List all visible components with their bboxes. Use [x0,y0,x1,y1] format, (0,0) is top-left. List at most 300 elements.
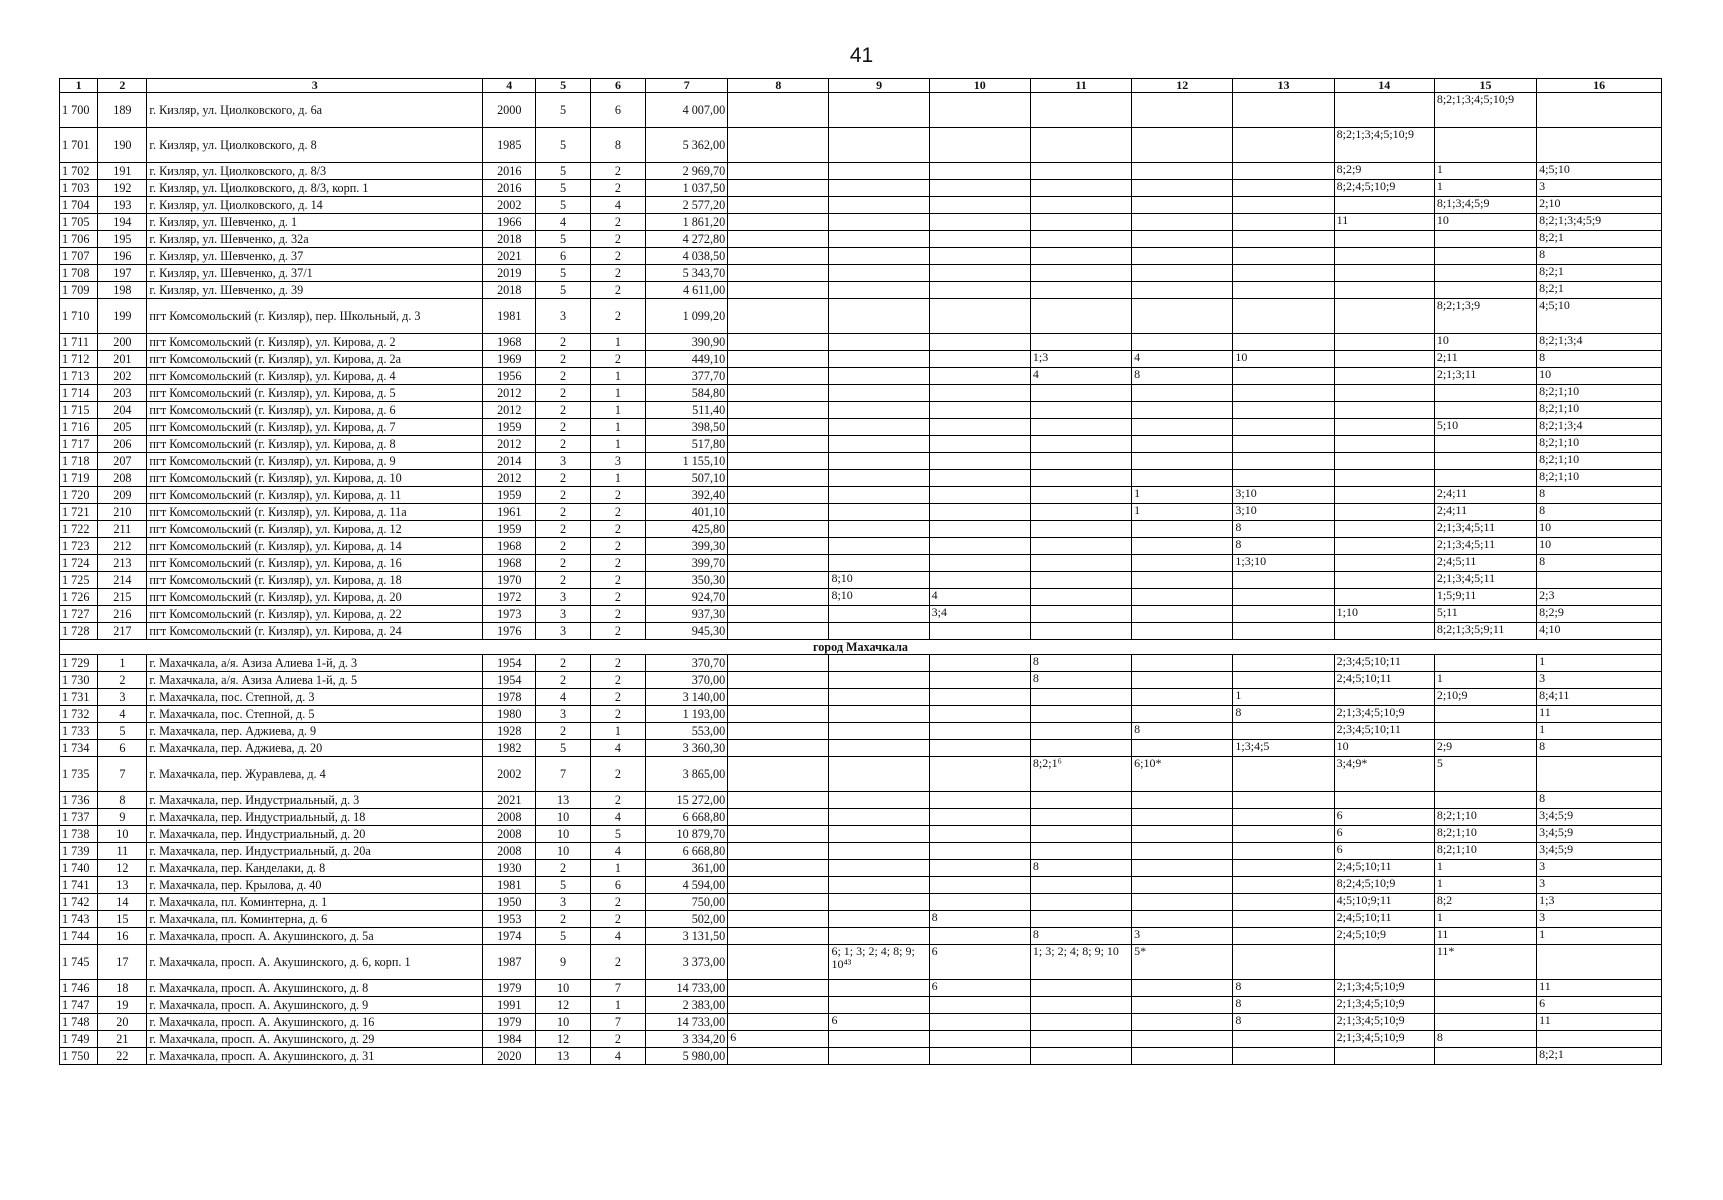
year-cell: 1979 [483,1014,536,1031]
area-cell: 924,70 [646,589,728,606]
row-index: 14 [98,894,147,911]
work-code-cell-col12 [1132,894,1233,911]
row-index: 203 [98,385,147,402]
entrances-cell: 2 [590,214,645,231]
work-code-cell-col9 [829,672,929,689]
year-cell: 1966 [483,214,536,231]
work-code-cell-col14: 8;2;9 [1334,163,1434,180]
work-code-cell-col8 [728,740,829,757]
floors-cell: 13 [536,1048,590,1065]
work-code-cell-col8 [728,385,829,402]
floors-cell: 2 [536,672,590,689]
year-cell: 2016 [483,163,536,180]
work-code-cell-col15: 8;2;1;3;5;9;11 [1434,623,1536,640]
work-code-cell-col9 [829,93,929,128]
entrances-cell: 2 [590,792,645,809]
row-index: 15 [98,911,147,928]
column-header: 13 [1233,79,1334,93]
floors-cell: 2 [536,385,590,402]
work-code-cell-col15 [1434,1048,1536,1065]
row-index: 22 [98,1048,147,1065]
row-number: 1 719 [60,470,98,487]
year-cell: 1976 [483,623,536,640]
work-code-cell-col13: 8 [1233,997,1334,1014]
entrances-cell: 1 [590,860,645,877]
work-code-cell-col10 [929,860,1030,877]
column-header: 7 [646,79,728,93]
entrances-cell: 1 [590,470,645,487]
work-code-cell-col15: 2;1;3;4;5;11 [1434,538,1536,555]
row-index: 6 [98,740,147,757]
work-code-cell-col12 [1132,877,1233,894]
area-cell: 945,30 [646,623,728,640]
entrances-cell: 3 [590,453,645,470]
work-code-cell-col8 [728,689,829,706]
entrances-cell: 2 [590,757,645,792]
row-index: 9 [98,809,147,826]
work-code-cell-col13: 8 [1233,1014,1334,1031]
area-cell: 750,00 [646,894,728,911]
floors-cell: 5 [536,282,590,299]
area-cell: 350,30 [646,572,728,589]
table-row [60,1048,1662,1065]
year-cell: 1968 [483,538,536,555]
work-code-cell-col8 [728,470,829,487]
work-code-cell-col13 [1233,1031,1334,1048]
work-code-cell-col15: 1 [1434,163,1536,180]
row-number: 1 713 [60,368,98,385]
work-code-cell-col11 [1030,521,1131,538]
work-code-cell-col16: 8;2;1 [1537,265,1662,282]
work-code-cell-col10 [929,231,1030,248]
row-number: 1 736 [60,792,98,809]
address-cell: г. Махачкала, пер. Журавлева, д. 4 [147,757,483,792]
row-number: 1 710 [60,299,98,334]
year-cell: 2012 [483,436,536,453]
entrances-cell: 7 [590,980,645,997]
address-cell: пгт Комсомольский (г. Кизляр), ул. Кирова, д. 5 [147,385,483,402]
work-code-cell-col10 [929,214,1030,231]
work-code-cell-col8 [728,655,829,672]
work-code-cell-col13 [1233,894,1334,911]
entrances-cell: 1 [590,436,645,453]
entrances-cell: 1 [590,997,645,1014]
area-cell: 4 007,00 [646,93,728,128]
row-number: 1 750 [60,1048,98,1065]
work-code-cell-col10 [929,655,1030,672]
floors-cell: 3 [536,623,590,640]
work-code-cell-col14 [1334,572,1434,589]
work-code-cell-col8 [728,163,829,180]
area-cell: 399,70 [646,555,728,572]
address-cell: пгт Комсомольский (г. Кизляр), ул. Кирова, д. 14 [147,538,483,555]
entrances-cell: 2 [590,231,645,248]
table-row [60,809,1662,826]
row-number: 1 709 [60,282,98,299]
work-code-cell-col15: 8 [1434,1031,1536,1048]
row-index: 196 [98,248,147,265]
work-code-cell-col13 [1233,757,1334,792]
work-code-cell-col15: 5;11 [1434,606,1536,623]
work-code-cell-col12: 8 [1132,368,1233,385]
address-cell: г. Махачкала, а/я. Азиза Алиева 1-й, д. 3 [147,655,483,672]
floors-cell: 5 [536,265,590,282]
work-code-cell-col12 [1132,248,1233,265]
entrances-cell: 2 [590,655,645,672]
table-row [60,436,1662,453]
work-code-cell-col10: 6 [929,980,1030,997]
row-index: 5 [98,723,147,740]
work-code-cell-col13 [1233,334,1334,351]
area-cell: 392,40 [646,487,728,504]
floors-cell: 3 [536,606,590,623]
year-cell: 1973 [483,606,536,623]
work-code-cell-col10 [929,1048,1030,1065]
entrances-cell: 2 [590,538,645,555]
entrances-cell: 2 [590,487,645,504]
section-row [60,640,1662,655]
work-code-cell-col14 [1334,555,1434,572]
entrances-cell: 2 [590,689,645,706]
area-cell: 361,00 [646,860,728,877]
table-row [60,894,1662,911]
address-cell: пгт Комсомольский (г. Кизляр), ул. Кирова, д. 4 [147,368,483,385]
work-code-cell-col13: 8 [1233,706,1334,723]
area-cell: 2 383,00 [646,997,728,1014]
work-code-cell-col9: 6; 1; 3; 2; 4; 8; 9; 10⁴³ [829,945,929,980]
row-number: 1 726 [60,589,98,606]
work-code-cell-col14 [1334,689,1434,706]
work-code-cell-col13 [1233,606,1334,623]
area-cell: 4 594,00 [646,877,728,894]
floors-cell: 2 [536,504,590,521]
work-code-cell-col10 [929,689,1030,706]
work-code-cell-col8 [728,180,829,197]
area-cell: 370,00 [646,672,728,689]
work-code-cell-col10 [929,555,1030,572]
address-cell: пгт Комсомольский (г. Кизляр), ул. Кирова, д. 6 [147,402,483,419]
entrances-cell: 2 [590,606,645,623]
work-code-cell-col14 [1334,334,1434,351]
year-cell: 1969 [483,351,536,368]
table-row [60,453,1662,470]
work-code-cell-col11 [1030,740,1131,757]
row-index: 20 [98,1014,147,1031]
year-cell: 2016 [483,180,536,197]
work-code-cell-col10 [929,623,1030,640]
table-row [60,487,1662,504]
year-cell: 1930 [483,860,536,877]
year-cell: 1950 [483,894,536,911]
work-code-cell-col8 [728,453,829,470]
work-code-cell-col9 [829,740,929,757]
address-cell: г. Кизляр, ул. Циолковского, д. 6а [147,93,483,128]
row-number: 1 737 [60,809,98,826]
floors-cell: 5 [536,93,590,128]
work-code-cell-col9 [829,248,929,265]
work-code-cell-col13: 1;3;4;5 [1233,740,1334,757]
work-code-cell-col16: 8 [1537,504,1662,521]
year-cell: 2019 [483,265,536,282]
work-code-cell-col14: 2;4;5;10;11 [1334,911,1434,928]
entrances-cell: 2 [590,351,645,368]
work-code-cell-col12 [1132,265,1233,282]
address-cell: г. Махачкала, пл. Коминтерна, д. 6 [147,911,483,928]
work-code-cell-col11 [1030,606,1131,623]
address-cell: г. Кизляр, ул. Циолковского, д. 8/3, корп. 1 [147,180,483,197]
work-code-cell-col12 [1132,214,1233,231]
work-code-cell-col10 [929,197,1030,214]
work-code-cell-col10: 3;4 [929,606,1030,623]
row-index: 11 [98,843,147,860]
work-code-cell-col9 [829,792,929,809]
work-code-cell-col15: 8;1;3;4;5;9 [1434,197,1536,214]
row-number: 1 712 [60,351,98,368]
work-code-cell-col15: 2;1;3;11 [1434,368,1536,385]
row-number: 1 742 [60,894,98,911]
work-code-cell-col8 [728,521,829,538]
column-header: 12 [1132,79,1233,93]
row-index: 216 [98,606,147,623]
work-code-cell-col15: 5;10 [1434,419,1536,436]
work-code-cell-col14: 8;2;1;3;4;5;10;9 [1334,128,1434,163]
address-cell: г. Махачкала, просп. А. Акушинского, д. 8 [147,980,483,997]
column-header: 5 [536,79,590,93]
work-code-cell-col10 [929,334,1030,351]
entrances-cell: 4 [590,197,645,214]
work-code-cell-col8: 6 [728,1031,829,1048]
entrances-cell: 1 [590,385,645,402]
work-code-cell-col16: 3 [1537,180,1662,197]
work-code-cell-col13: 1;3;10 [1233,555,1334,572]
row-number: 1 700 [60,93,98,128]
work-code-cell-col13 [1233,911,1334,928]
floors-cell: 3 [536,894,590,911]
entrances-cell: 2 [590,894,645,911]
work-code-cell-col16: 1 [1537,723,1662,740]
floors-cell: 10 [536,809,590,826]
work-code-cell-col8 [728,672,829,689]
entrances-cell: 2 [590,555,645,572]
work-code-cell-col11 [1030,214,1131,231]
address-cell: пгт Комсомольский (г. Кизляр), ул. Кирова, д. 11 [147,487,483,504]
work-code-cell-col9 [829,555,929,572]
row-index: 193 [98,197,147,214]
floors-cell: 4 [536,689,590,706]
work-code-cell-col11: 8 [1030,928,1131,945]
row-index: 21 [98,1031,147,1048]
work-code-cell-col9 [829,689,929,706]
work-code-cell-col12 [1132,606,1233,623]
entrances-cell: 2 [590,265,645,282]
table-row [60,128,1662,163]
work-code-cell-col14 [1334,487,1434,504]
floors-cell: 2 [536,911,590,928]
address-cell: пгт Комсомольский (г. Кизляр), ул. Кирова, д. 8 [147,436,483,453]
work-code-cell-col15 [1434,265,1536,282]
row-index: 204 [98,402,147,419]
work-code-cell-col16: 8 [1537,740,1662,757]
work-code-cell-col11 [1030,623,1131,640]
work-code-cell-col15: 2;1;3;4;5;11 [1434,521,1536,538]
row-index: 210 [98,504,147,521]
area-cell: 14 733,00 [646,1014,728,1031]
year-cell: 2002 [483,757,536,792]
work-code-cell-col8 [728,1014,829,1031]
work-code-cell-col12 [1132,623,1233,640]
work-code-cell-col11: 8 [1030,860,1131,877]
work-code-cell-col12 [1132,572,1233,589]
work-code-cell-col9: 6 [829,1014,929,1031]
work-code-cell-col9 [829,521,929,538]
year-cell: 1979 [483,980,536,997]
work-code-cell-col16: 8;2;1;3;4;5;9 [1537,214,1662,231]
year-cell: 1928 [483,723,536,740]
work-code-cell-col15: 1 [1434,911,1536,928]
work-code-cell-col16: 8;2;1;3;4 [1537,334,1662,351]
year-cell: 1959 [483,419,536,436]
row-number: 1 729 [60,655,98,672]
column-header: 11 [1030,79,1131,93]
work-code-cell-col10 [929,180,1030,197]
table-row [60,689,1662,706]
work-code-cell-col14 [1334,623,1434,640]
year-cell: 2020 [483,1048,536,1065]
entrances-cell: 5 [590,826,645,843]
entrances-cell: 2 [590,521,645,538]
row-number: 1 748 [60,1014,98,1031]
area-cell: 6 668,80 [646,809,728,826]
work-code-cell-col14 [1334,792,1434,809]
work-code-cell-col9 [829,419,929,436]
table-row [60,589,1662,606]
floors-cell: 4 [536,214,590,231]
work-code-cell-col16: 3 [1537,911,1662,928]
work-code-cell-col16: 8 [1537,487,1662,504]
floors-cell: 2 [536,436,590,453]
row-index: 205 [98,419,147,436]
table-row [60,997,1662,1014]
work-code-cell-col13 [1233,1048,1334,1065]
row-number: 1 706 [60,231,98,248]
work-code-cell-col12: 3 [1132,928,1233,945]
entrances-cell: 2 [590,1031,645,1048]
work-code-cell-col16: 8;2;1;10 [1537,453,1662,470]
work-code-cell-col14: 2;1;3;4;5;10;9 [1334,706,1434,723]
work-code-cell-col16: 3;4;5;9 [1537,809,1662,826]
work-code-cell-col10 [929,368,1030,385]
work-code-cell-col8 [728,843,829,860]
work-code-cell-col8 [728,231,829,248]
work-code-cell-col16 [1537,1031,1662,1048]
year-cell: 2021 [483,248,536,265]
entrances-cell: 6 [590,93,645,128]
row-index: 206 [98,436,147,453]
work-code-cell-col15 [1434,997,1536,1014]
work-code-cell-col15: 1;5;9;11 [1434,589,1536,606]
floors-cell: 2 [536,572,590,589]
area-cell: 3 131,50 [646,928,728,945]
row-number: 1 716 [60,419,98,436]
work-code-cell-col15: 8;2;1;3;4;5;10;9 [1434,93,1536,128]
work-code-cell-col15: 2;4;11 [1434,504,1536,521]
work-code-cell-col11: 4 [1030,368,1131,385]
area-cell: 1 861,20 [646,214,728,231]
work-code-cell-col9 [829,453,929,470]
address-cell: г. Махачкала, пер. Канделаки, д. 8 [147,860,483,877]
floors-cell: 12 [536,997,590,1014]
work-code-cell-col14: 8;2;4;5;10;9 [1334,180,1434,197]
work-code-cell-col15: 10 [1434,334,1536,351]
work-code-cell-col13 [1233,214,1334,231]
row-number: 1 701 [60,128,98,163]
entrances-cell: 2 [590,672,645,689]
work-code-cell-col12 [1132,740,1233,757]
address-cell: пгт Комсомольский (г. Кизляр), ул. Кирова, д. 20 [147,589,483,606]
work-code-cell-col9 [829,231,929,248]
row-number: 1 728 [60,623,98,640]
work-code-cell-col11: 8;2;1⁶ [1030,757,1131,792]
table-row [60,723,1662,740]
work-code-cell-col9 [829,911,929,928]
work-code-cell-col13 [1233,419,1334,436]
work-code-cell-col14: 2;4;5;10;11 [1334,860,1434,877]
floors-cell: 3 [536,299,590,334]
work-code-cell-col8 [728,248,829,265]
work-code-cell-col8 [728,368,829,385]
row-number: 1 707 [60,248,98,265]
work-code-cell-col14 [1334,521,1434,538]
address-cell: г. Махачкала, пос. Степной, д. 5 [147,706,483,723]
work-code-cell-col11 [1030,911,1131,928]
year-cell: 1991 [483,997,536,1014]
row-index: 10 [98,826,147,843]
work-code-cell-col11 [1030,163,1131,180]
row-number: 1 733 [60,723,98,740]
work-code-cell-col9 [829,655,929,672]
work-code-cell-col10 [929,299,1030,334]
work-code-cell-col13: 3;10 [1233,487,1334,504]
work-code-cell-col15: 5 [1434,757,1536,792]
work-code-cell-col14 [1334,538,1434,555]
address-cell: г. Махачкала, просп. А. Акушинского, д. 5а [147,928,483,945]
work-code-cell-col14 [1334,265,1434,282]
area-cell: 517,80 [646,436,728,453]
work-code-cell-col15: 8;2;1;10 [1434,809,1536,826]
work-code-cell-col12 [1132,589,1233,606]
table-row [60,334,1662,351]
work-code-cell-col16: 1 [1537,928,1662,945]
work-code-cell-col15 [1434,1014,1536,1031]
work-code-cell-col14: 2;1;3;4;5;10;9 [1334,997,1434,1014]
work-code-cell-col13 [1233,93,1334,128]
work-code-cell-col8 [728,93,829,128]
work-code-cell-col8 [728,504,829,521]
row-index: 17 [98,945,147,980]
area-cell: 399,30 [646,538,728,555]
row-number: 1 725 [60,572,98,589]
floors-cell: 3 [536,706,590,723]
entrances-cell: 4 [590,843,645,860]
address-cell: г. Кизляр, ул. Шевченко, д. 37 [147,248,483,265]
area-cell: 449,10 [646,351,728,368]
work-code-cell-col9 [829,385,929,402]
work-code-cell-col8 [728,299,829,334]
entrances-cell: 1 [590,402,645,419]
floors-cell: 2 [536,655,590,672]
work-code-cell-col14 [1334,93,1434,128]
work-code-cell-col14 [1334,1048,1434,1065]
